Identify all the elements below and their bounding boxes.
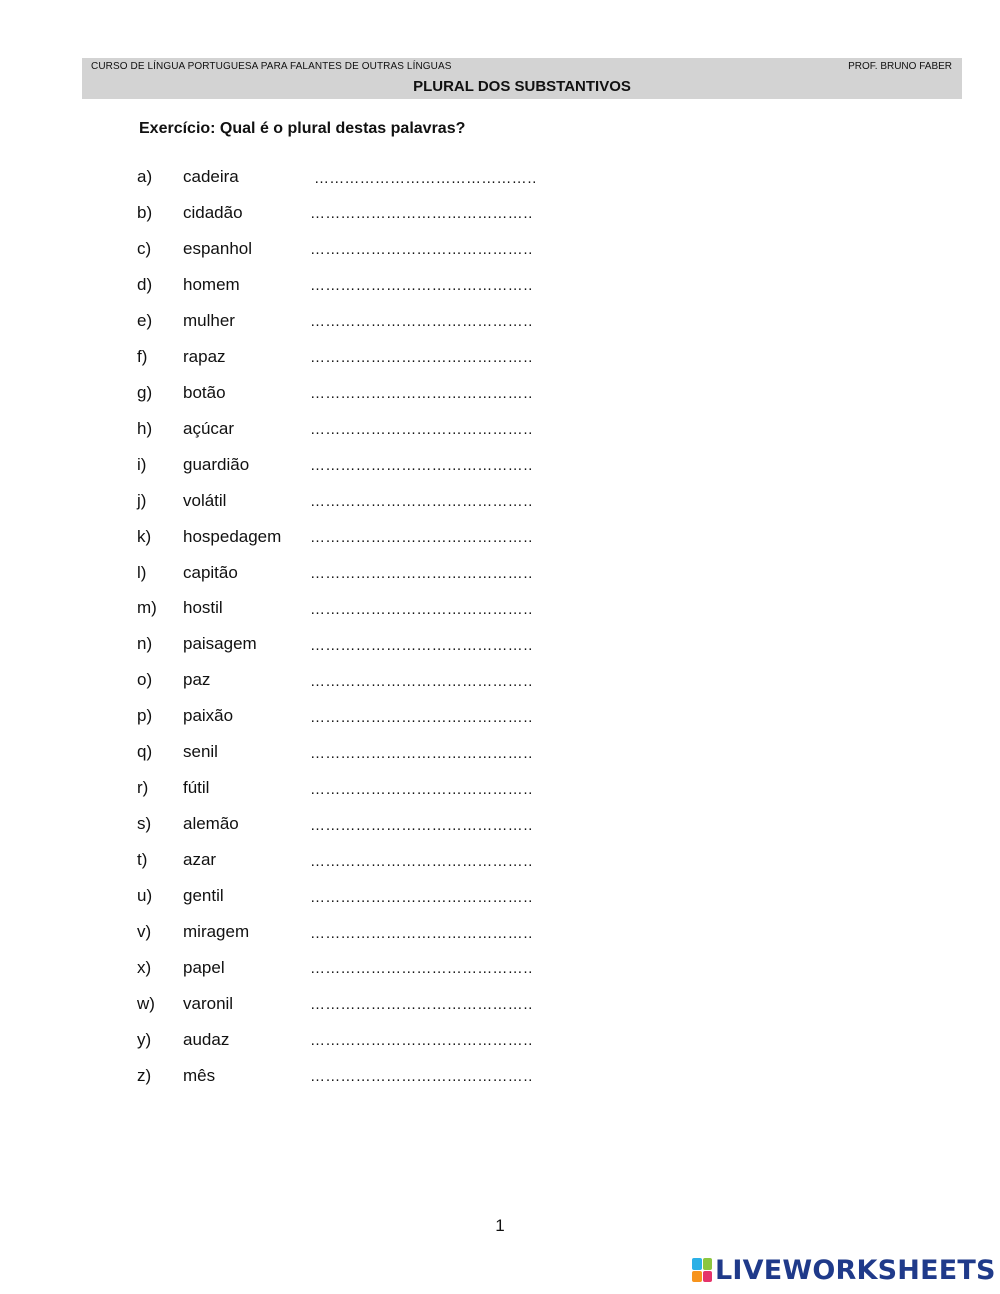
exercise-item <box>0 527 700 551</box>
answer-field[interactable] <box>310 814 532 836</box>
logo-tile <box>703 1258 713 1270</box>
answer-field[interactable] <box>310 598 532 620</box>
answer-field[interactable] <box>310 239 532 261</box>
item-letter: t) <box>137 850 148 870</box>
exercise-item <box>0 634 700 658</box>
exercise-item <box>0 814 700 838</box>
exercise-item <box>0 922 700 946</box>
answer-field[interactable] <box>310 311 532 333</box>
item-word: guardião <box>183 454 250 474</box>
exercise-item <box>0 706 700 730</box>
exercise-item <box>0 850 700 874</box>
item-word: gentil <box>183 886 224 905</box>
answer-field[interactable] <box>310 275 532 297</box>
answer-field[interactable] <box>310 527 532 549</box>
exercise-item <box>0 347 700 371</box>
exercise-item <box>0 383 700 407</box>
item-word: hospedagem <box>183 526 282 546</box>
answer-field[interactable] <box>310 886 532 908</box>
item-letter: x) <box>137 957 152 977</box>
answer-field[interactable] <box>310 922 532 944</box>
item-letter: b) <box>137 202 153 222</box>
exercise-item <box>0 455 700 479</box>
logo-tile <box>692 1258 702 1270</box>
item-letter: j) <box>137 490 147 510</box>
answer-field[interactable] <box>310 850 532 872</box>
page-number: 1 <box>495 1216 505 1235</box>
exercise-item <box>0 203 700 227</box>
item-word: cidadão <box>183 202 243 222</box>
item-letter: h) <box>137 418 153 438</box>
item-word: rapaz <box>183 346 226 366</box>
exercise-item <box>0 1066 700 1090</box>
logo-tile <box>692 1271 702 1283</box>
item-letter: m) <box>137 598 157 618</box>
item-letter: y) <box>137 1029 152 1049</box>
item-word: capitão <box>183 562 238 582</box>
item-word: azar <box>183 850 217 870</box>
exercise-item <box>0 598 700 622</box>
item-letter: i) <box>137 454 147 474</box>
item-letter: k) <box>137 526 152 546</box>
item-letter: c) <box>137 238 152 258</box>
answer-field[interactable] <box>310 670 532 692</box>
item-word: paz <box>183 670 211 690</box>
exercise-instruction: Exercício: Qual é o plural destas palavras? <box>139 120 466 137</box>
item-letter: u) <box>137 886 153 905</box>
item-word: paisagem <box>183 634 257 654</box>
answer-field[interactable] <box>310 994 532 1016</box>
exercise-item <box>0 563 700 587</box>
item-letter: q) <box>137 742 153 762</box>
answer-field[interactable] <box>310 706 532 728</box>
exercise-item <box>0 239 700 263</box>
answer-field[interactable] <box>310 778 532 800</box>
item-letter: d) <box>137 274 153 294</box>
page-title: PLURAL DOS SUBSTANTIVOS <box>413 78 631 95</box>
professor-name: PROF. BRUNO FABER <box>848 61 952 72</box>
course-name: CURSO DE LÍNGUA PORTUGUESA PARA FALANTES DE OUTRAS LÍNGUAS <box>91 61 452 72</box>
item-letter: v) <box>137 922 152 941</box>
item-word: açúcar <box>183 418 235 438</box>
item-word: varonil <box>183 993 234 1013</box>
brand-name: LIVEWORKSHEETS <box>715 1254 996 1286</box>
exercise-item <box>0 311 700 335</box>
item-letter: g) <box>137 382 153 402</box>
exercise-item <box>0 167 700 191</box>
answer-field[interactable] <box>310 563 532 585</box>
item-word: paixão <box>183 706 234 726</box>
exercise-item <box>0 491 700 515</box>
exercise-item <box>0 670 700 694</box>
item-word: homem <box>183 274 240 294</box>
exercise-item <box>0 886 700 910</box>
answer-field[interactable] <box>310 491 532 513</box>
item-letter: o) <box>137 670 153 690</box>
item-word: espanhol <box>183 238 253 258</box>
exercise-item <box>0 1030 700 1054</box>
answer-field[interactable] <box>310 203 532 225</box>
item-letter: z) <box>137 1065 152 1085</box>
logo-tile <box>703 1271 713 1283</box>
item-word: volátil <box>183 490 227 510</box>
answer-field[interactable] <box>314 167 536 189</box>
liveworksheets-logo-icon <box>692 1258 712 1282</box>
item-letter: w) <box>137 993 155 1013</box>
item-word: hostil <box>183 598 223 618</box>
exercise-item <box>0 994 700 1018</box>
item-letter: s) <box>137 814 152 834</box>
answer-field[interactable] <box>310 383 532 405</box>
answer-field[interactable] <box>310 1030 532 1052</box>
exercise-item <box>0 778 700 802</box>
item-letter: r) <box>137 778 149 798</box>
item-word: senil <box>183 742 218 762</box>
answer-field[interactable] <box>310 347 532 369</box>
item-word: mês <box>183 1065 216 1085</box>
answer-field[interactable] <box>310 419 532 441</box>
item-word: fútil <box>183 778 210 798</box>
answer-field[interactable] <box>310 634 532 656</box>
answer-field[interactable] <box>310 1066 532 1088</box>
exercise-item <box>0 419 700 443</box>
item-word: cadeira <box>183 167 239 186</box>
item-letter: p) <box>137 706 153 726</box>
item-word: audaz <box>183 1029 230 1049</box>
item-word: mulher <box>183 310 235 330</box>
item-word: botão <box>183 382 226 402</box>
item-letter: e) <box>137 310 153 330</box>
answer-field[interactable] <box>310 455 532 477</box>
liveworksheets-brand <box>692 1255 996 1285</box>
item-letter: l) <box>137 562 147 582</box>
item-word: miragem <box>183 922 250 941</box>
exercise-item <box>0 275 700 299</box>
answer-field[interactable] <box>310 742 532 764</box>
exercise-item <box>0 742 700 766</box>
item-word: alemão <box>183 814 239 834</box>
answer-field[interactable] <box>310 958 532 980</box>
item-word: papel <box>183 957 225 977</box>
item-letter: f) <box>137 346 148 366</box>
item-letter: n) <box>137 634 153 654</box>
exercise-item <box>0 958 700 982</box>
item-letter: a) <box>137 167 153 186</box>
